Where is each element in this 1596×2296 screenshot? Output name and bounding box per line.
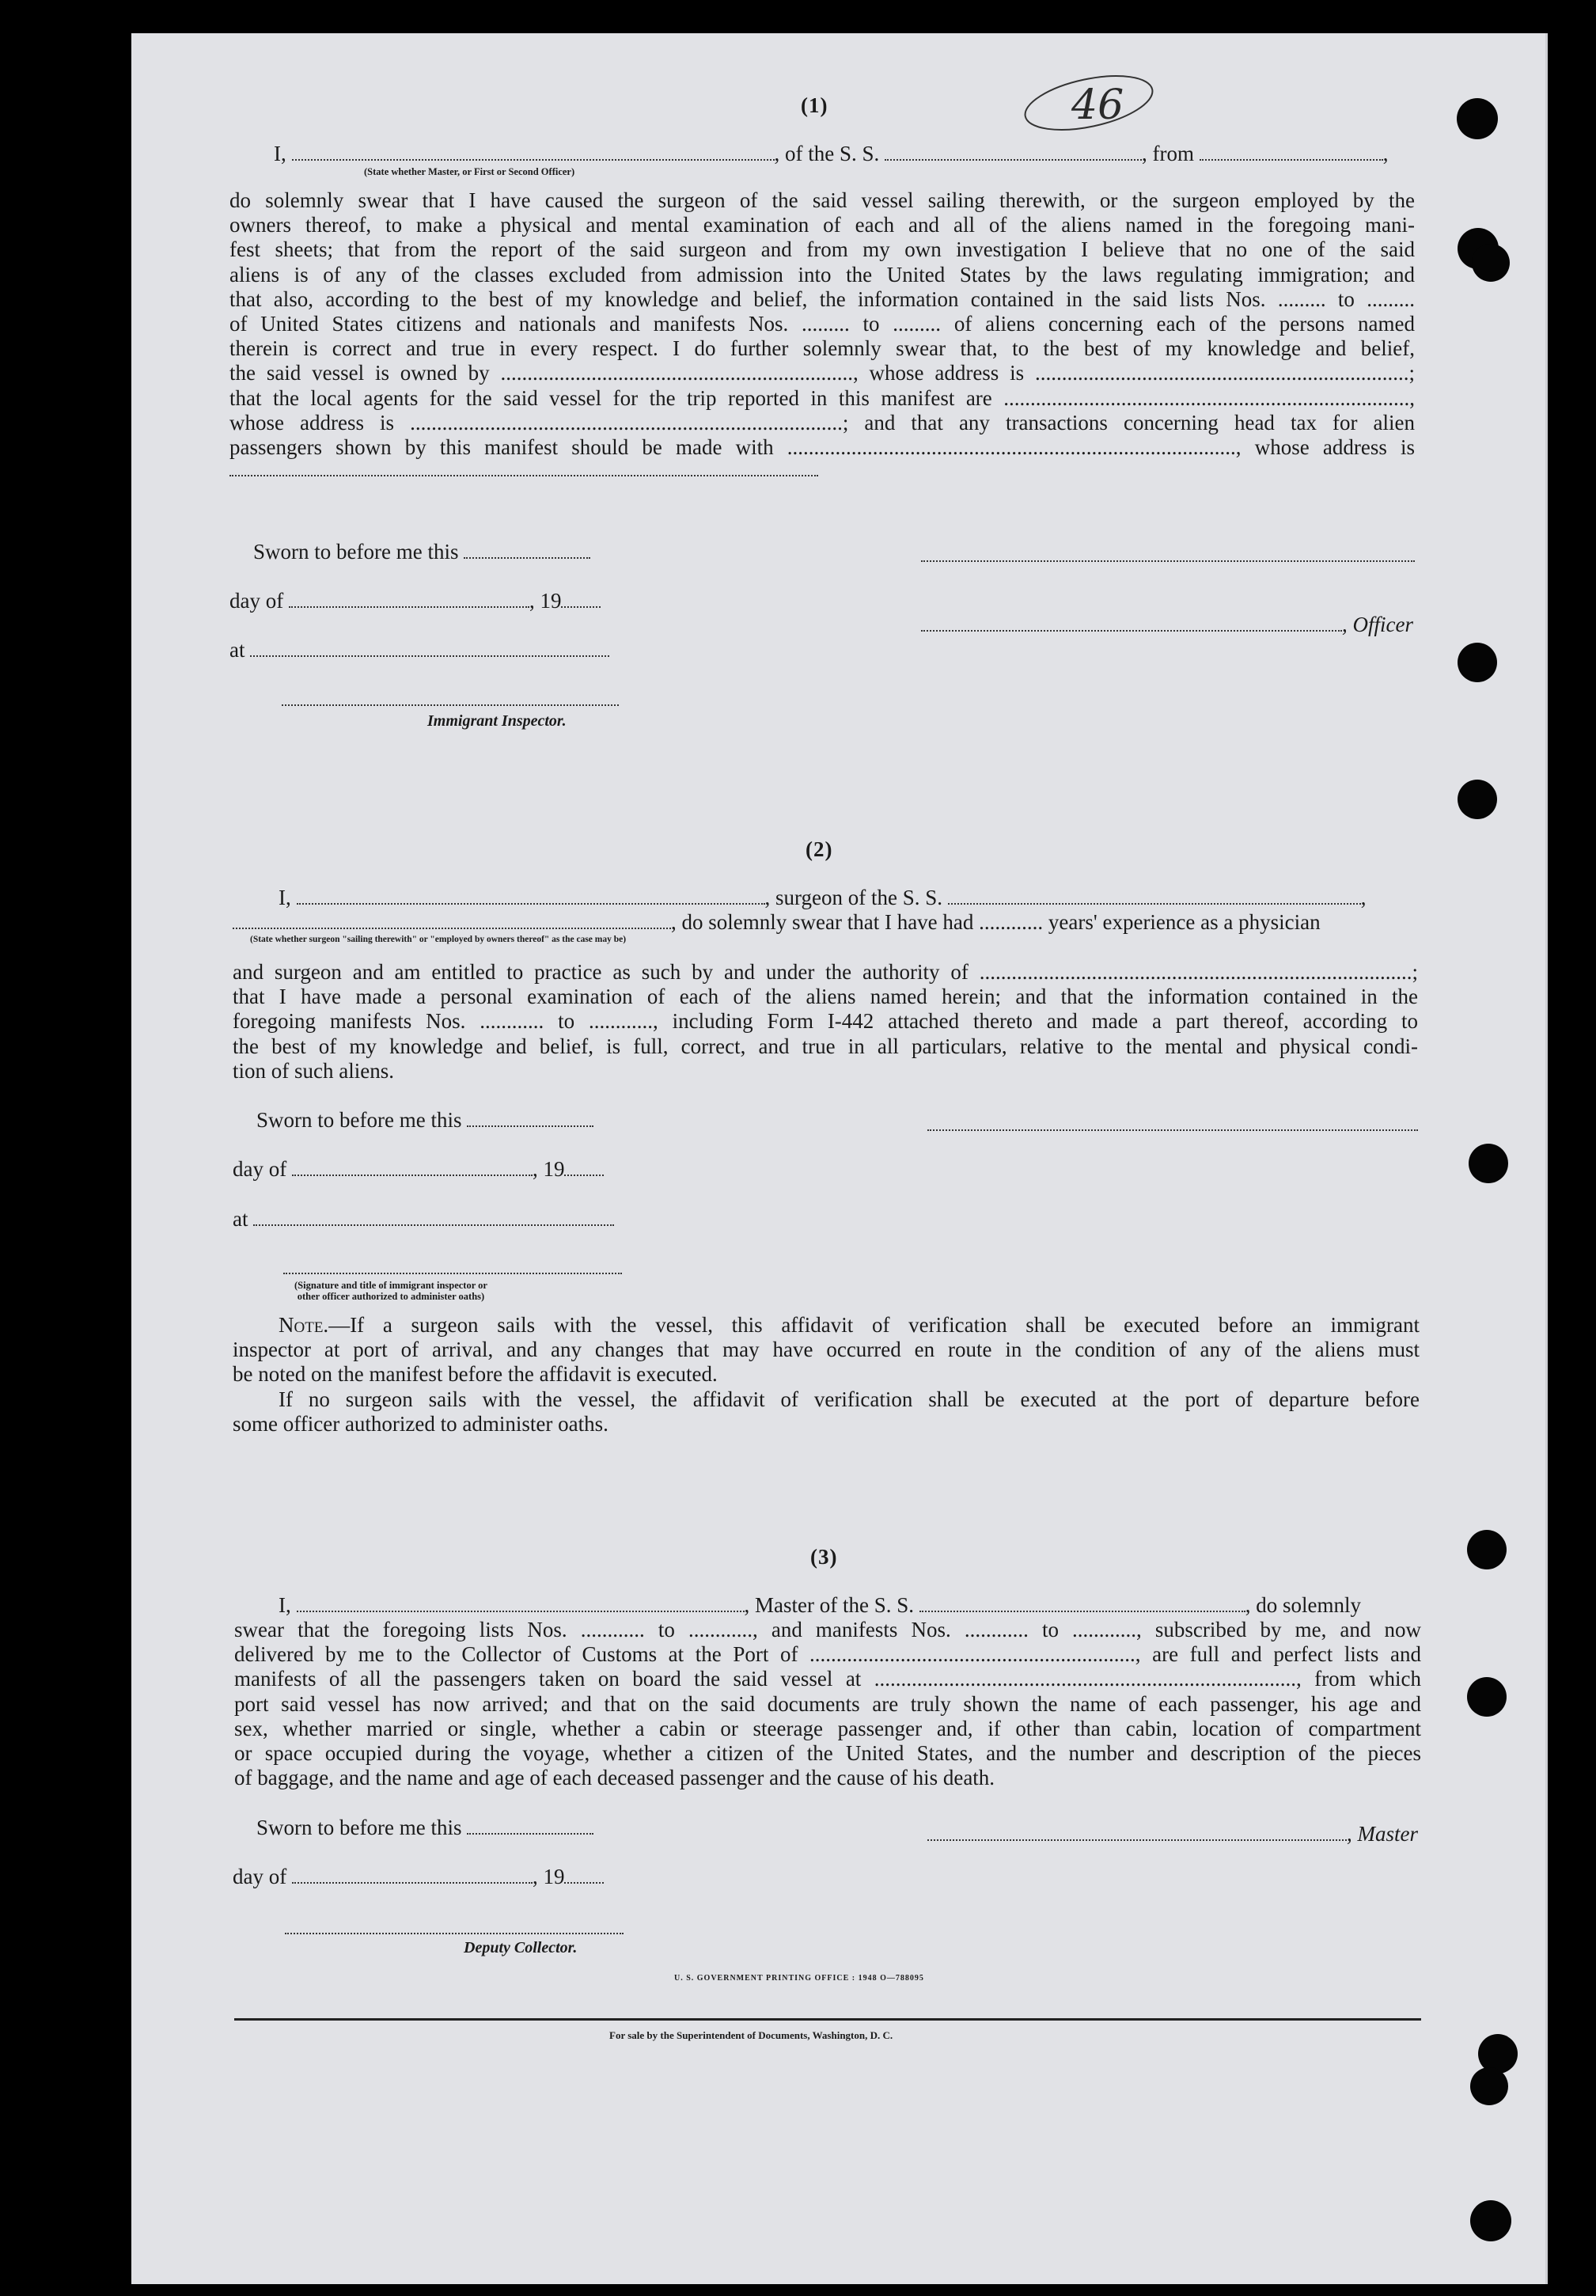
day-of-line: day of , 19 — [233, 1865, 604, 1890]
blank-field — [564, 1868, 604, 1884]
signature-line — [285, 1933, 624, 1934]
punch-hole — [1457, 98, 1498, 139]
signature-line — [927, 1129, 1418, 1131]
affidavit-1-body: do solemnly swear that I have caused the surgeon of the said vessel sailing therewith, or the surgeon employed by the owners thereof, to make a physical and mental examination of each and all of the aliens named in the foregoing mani- fest sheets; that from the report of the said surgeon and from my own investigation I believe that no one of the said aliens is of any of the classes excluded from admission into the United States by the laws regulating immigration; and that also, according to the best of my knowledge and belief, the information contained in the said lists Nos. ......... to ......... of United States citizens and nationals and manifests Nos. ......... to ......... of aliens concerning each of the persons named therein is correct and true in every respect. I do further solemnly swear that, to the best of my knowledge and belief, the said vessel is owned by .................................................................., whose address is ......................................................................; that the local agents for the said vessel for the trip reported in this manifest are ............................................................................, whose address is .................................................................................; and that any transactions concerning head tax for alien passengers shown by this manifest should be made with ...................................................................................., whose address is — [229, 188, 1415, 460]
blank-field — [1200, 145, 1383, 161]
blank-field — [464, 543, 590, 559]
officer-note: (State whether Master, or First or Second Officer) — [364, 166, 575, 177]
signature-line — [921, 560, 1415, 562]
section-number: (3) — [810, 1545, 838, 1569]
blank-field — [292, 145, 775, 161]
blank-field — [564, 1160, 604, 1176]
blank-field — [250, 641, 609, 657]
affidavit-2-body: and surgeon and am entitled to practice as such by and under the authority of .................................................................................; that I have made a personal examination of each of the aliens named herein; and that the information contained in the foregoing manifests Nos. ............ to ............, including Form I-442 attached thereto and made a part thereof, according to the best of my knowledge and belief, is full, correct, and true in all particulars, relative to the mental and physical condi- tion of such aliens. — [233, 960, 1418, 1083]
handwritten-page-number — [1010, 57, 1168, 144]
day-of-line: day of , 19 — [229, 589, 601, 614]
at-line: at — [229, 638, 609, 663]
officer-line: I, , of the S. S. , from , — [274, 142, 1389, 165]
surgeon-line-2: , do solemnly swear that I have had ............ years' experience as a physician — [233, 910, 1321, 935]
sworn-line: Sworn to before me this — [253, 540, 590, 565]
blank-field — [292, 1160, 533, 1176]
at-line: at — [233, 1207, 614, 1232]
blank-field — [948, 889, 1361, 905]
blank-field — [292, 1868, 533, 1884]
surgeon-line: I, , surgeon of the S. S. , — [279, 886, 1367, 909]
blank-field — [229, 475, 818, 476]
blank-field — [919, 1596, 1245, 1612]
blank-field — [297, 889, 765, 905]
inspector-label: Immigrant Inspector. — [427, 712, 567, 730]
svg-text:46: 46 — [1071, 82, 1124, 129]
gpo-imprint: U. S. GOVERNMENT PRINTING OFFICE : 1948 O—788095 — [674, 1974, 924, 1983]
officer-signature: , Officer — [921, 613, 1413, 638]
signature-line — [282, 704, 619, 706]
blank-field — [253, 1210, 614, 1226]
section-number: (2) — [806, 837, 833, 861]
blank-field — [467, 1819, 593, 1835]
blank-field — [467, 1111, 593, 1127]
verification-note: Note.—If a surgeon sails with the vessel, this affidavit of verification shall be executed before an immigrant inspector at port of arrival, and any changes that may have occurred en route in the condition of any of the aliens must be noted on the manifest before the affidavit is executed. If no surgeon sails with the vessel, the affidavit of verification shall be executed at the port of departure before some officer authorized to administer oaths. — [233, 1313, 1420, 1436]
section-number: (1) — [801, 93, 828, 117]
master-signature: , Master — [927, 1822, 1418, 1847]
sale-notice: For sale by the Superintendent of Documents, Washington, D. C. — [609, 2029, 893, 2041]
punch-hole — [1467, 1530, 1507, 1569]
master-line: I, , Master of the S. S. , do solemnly — [279, 1593, 1361, 1617]
punch-hole — [1458, 643, 1497, 682]
footer-rule — [234, 2018, 1421, 2021]
punch-hole — [1470, 2067, 1508, 2105]
punch-hole — [1472, 244, 1510, 282]
signature-note: (Signature and title of immigrant inspector or other officer authorized to administer oaths) — [294, 1280, 487, 1302]
blank-field — [297, 1596, 745, 1612]
sworn-line: Sworn to before me this — [256, 1108, 593, 1133]
sworn-line: Sworn to before me this — [256, 1816, 593, 1841]
punch-hole — [1467, 1677, 1507, 1717]
collector-label: Deputy Collector. — [464, 1939, 578, 1956]
blank-field — [289, 592, 529, 608]
affidavit-3-body: swear that the foregoing lists Nos. ............ to ............, and manifests Nos. ............ to ............, subscribed by me, and now delivered by me to the Collector of Customs at the Port of ............................................................., are full and perfect lists and manifests of all the passengers taken on board the said vessel at ..............................................................................., from which port said vessel has now arrived; and that on the said documents are truly shown the name of each passenger, his age and sex, whether married or single, whether a cabin or steerage passenger and, if other than cabin, location of compartment or space occupied during the voyage, whether a citizen of the United States, and the number and description of the pieces of baggage, and the name and age of each deceased passenger and the cause of his death. — [234, 1618, 1421, 1790]
blank-field — [885, 145, 1142, 161]
day-of-line: day of , 19 — [233, 1157, 604, 1182]
signature-line — [283, 1273, 622, 1274]
blank-field — [233, 913, 671, 929]
blank-field — [561, 592, 601, 608]
signature-line — [921, 616, 1342, 632]
signature-line — [927, 1825, 1347, 1841]
document-page — [131, 33, 1548, 2284]
punch-hole — [1470, 2200, 1511, 2241]
surgeon-note: (State whether surgeon "sailing therewith" or "employed by owners thereof" as the case may be) — [250, 935, 627, 944]
punch-hole — [1469, 1144, 1508, 1183]
punch-hole — [1458, 780, 1497, 819]
